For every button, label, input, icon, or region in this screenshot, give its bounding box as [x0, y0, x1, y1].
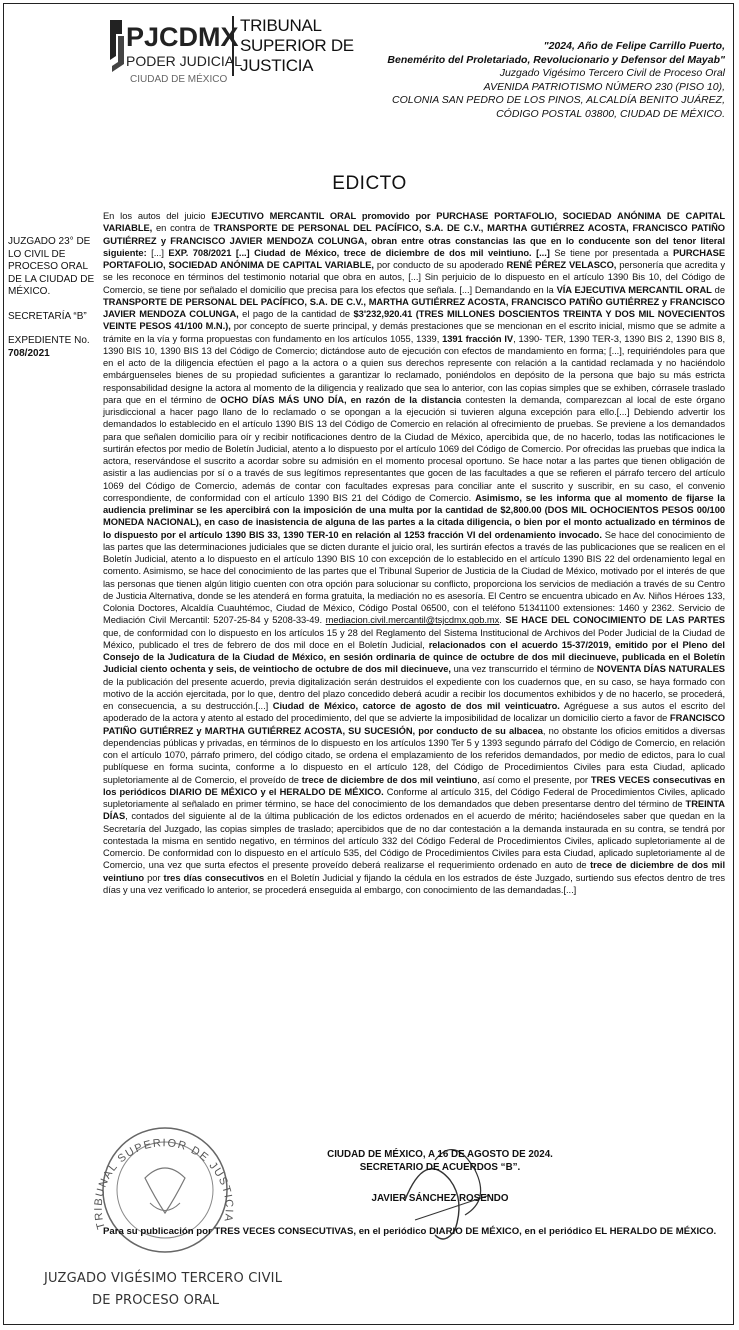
logo-line2: CIUDAD DE MÉXICO: [130, 74, 228, 85]
court-header-block: "2024, Año de Felipe Carrillo Puerto, Benemérito del Proletariado, Revolucionario y Defensor del Mayab" Juzgado Vigésimo Tercero Civil de Proceso Oral AVENIDA PATRIOTISMO NÚMERO 230 (PISO 10), COLONIA SAN PEDRO DE LOS PINOS, ALCALDÍA BENITO JUÁREZ, CÓDIGO POSTAL 03800, CIUDAD DE MÉXICO.: [387, 40, 725, 120]
expediente: EXPEDIENTE No. 708/2021: [8, 335, 90, 359]
page-title: EDICTO: [332, 173, 407, 194]
signature-role: SECRETARIO DE ACUERDOS “B”.: [359, 1162, 521, 1173]
court-stamp: JUZGADO VIGÉSIMO TERCERO CIVIL DE PROCESO ORAL: [44, 1271, 283, 1308]
signature-block: [290, 1148, 590, 1205]
signature-name: JAVIER SÁNCHEZ ROSENDO: [371, 1193, 509, 1204]
pjcdmx-logo: [108, 16, 242, 92]
svg-text:TRIBUNAL SUPERIOR DE JUSTICIA: TRIBUNAL SUPERIOR DE JUSTICIA: [92, 1137, 235, 1231]
logo-line1: PODER JUDICIAL: [126, 53, 242, 69]
edict-body: En los autos del juicio EJECUTIVO MERCANTIL ORAL promovido por PURCHASE PORTAFOLIO, SOCIEDAD ANÓNIMA DE CAPITAL VARIABLE, en contra de TRANSPORTE DE PERSONAL DEL PACÍFICO, S.A. DE C.V., MARTHA GUTIÉRREZ ACOSTA, FRANCISCO PATIÑO GUTIÉRREZ y FRANCISCO JAVIER MENDOZA COLUNGA, obran entre otras constancias las que en lo conducente son del tenor literal siguiente: [...] EXP. 708/2021 [...] Ciudad de México, trece de diciembre de dos mil veintiuno. [...] Se tiene por presentada a PURCHASE PORTAFOLIO, SOCIEDAD ANÓNIMA DE CAPITAL VARIABLE, por conducto de su apoderado RENÉ PÉREZ VELASCO, personería que acredita y se les reconoce en términos del testimonio notarial que obra en autos, [...] Sin perjuicio de lo dispuesto en el artículo 1390 Bis 10, del Código de Comercio, se tiene por señalado el domicilio que precisa para los efectos que señala. [...] Demandando en la VÍA EJECUTIVA MERCANTIL ORAL de TRANSPORTE DE PERSONAL DEL PACÍFICO, S.A. DE C.V., MARTHA GUTIÉRREZ ACOSTA, FRANCISCO PATIÑO GUTIÉRREZ y FRANCISCO JAVIER MENDOZA COLUNGA, el pago de la cantidad de $3'232,920.41 (TRES MILLONES DOSCIENTOS TREINTA Y DOS MIL NOVECIENTOS VEINTE PESOS 41/100 M.N.), por concepto de suerte principal, y demás prestaciones que se mencionan en el escrito inicial, mismo que se admite a trámite en la vía y forma propuestas con fundamento en los artículos 1055, 1339, 1391 fracción IV, 1390- TER, 1390 TER-3, 1390 BIS 2, 1390 BIS 8, 1390 BIS 10, 1390 BIS 13 del Código de Comercio; dictándose auto de ejecución con efectos de mandamiento en forma; [...], requiriéndoles para que en el acto de la diligencia efectúen el pago a la actora o a quien sus derechos represente con relación a la cantidad reclamada y no haciéndolo embárguenseles bienes de su propiedad suficientes a garantizar lo reclamado, poniéndolos en depósito de la persona que bajo su más estricta responsabilidad designe la actora al momento de la diligencia y realizado que sea lo anterior, con las copias simples que se exhiben, córrasele traslado para que en el término de OCHO DÍAS MÁS UNO DÍA, en razón de la distancia contesten la demanda, comparezcan al local de este órgano jurisdiccional a hacer pago llano de lo reclamado o se opongan a la ejecución si tuvieren alguna excepción para ello.[...] Debiendo advertir los demandados lo establecido en el artículo 1390 BIS 13 del Código de Comercio en relación al ofrecimiento de pruebas. Se previene a los demandados para que señalen domicilio para oír y recibir notificaciones dentro de la Ciudad de México, apercibida que, de no hacerlo, todas las notificaciones le surtirán efectos por medio de Boletín Judicial, atento a lo dispuesto por el artículo 1069 del Código de Comercio. Por ofrecidas las pruebas que indica la actora, reservándose el suscrito a acordar sobre su admisión en el momento procesal oportuno. Se hace notar a las partes que tienen obligación de asistir a las audiencias por sí o a través de sus legítimos representantes que gocen de las facultades a que se refieren el párrafo tercero del artículo 1069 del Código de Comercio, además de contar con facultades expresas para conciliar ante el suscrito y suscribir, en su caso, el convenio correspondiente, de conformidad con el artículo 1390 BIS 21 del Código de Comercio. Asimismo, se les informa que al momento de fijarse la audiencia preliminar se les apercibirá con la imposición de una multa por la cantidad de $2,800.00 (DOS MIL OCHOCIENTOS PESOS 00/100 MONEDA NACIONAL), en caso de inasistencia de alguna de las partes a la citada diligencia, o bien por el monto actualizado en términos de lo dispuesto por el artículo 1390 BIS 33, 1390 TER-10 en relación al 1253 fracción VI del ordenamiento invocado. Se hace del conocimiento de las partes que las determinaciones judiciales que se dicten durante el juicio oral, les surtirán efectos a través de las publicaciones que se realicen en el Boletín Judicial, atento a lo dispuesto en el artículo 1390 BIS 10 con excepción de lo establecido en el artículo 1390 BIS 22 del ordenamiento legal en comento. Asimismo, se hace del conocimiento de las partes que el Tribunal Superior de Justicia de la Ciudad de México, motivado por el interés de que las personas que tienen algún litigio cuenten con otra opción para solucionar su conflicto, proporciona los servicios de mediación a través de su Centro de Justicia Alternativa, donde se les atenderá en forma gratuita, la mediación no es asesoría. El Centro se encuentra ubicado en Av. Niños Héroes 133, Colonia Doctores, Alcaldía Cuauhtémoc, Ciudad de México, Código Postal 06500, con el teléfono 51341100 extensiones: 1460 y 2362. Servicio de Mediación Civil Mercantil: 5207-25-84 y 5208-33-49. mediacion.civil.mercantil@tsjcdmx.gob.mx. SE HACE DEL CONOCIMIENTO DE LAS PARTES que, de conformidad con lo dispuesto en los artículos 15 y 28 del Reglamento del Sistema Institucional de Archivos del Poder Judicial de la Ciudad de México, publicado el tres de febrero de dos mil doce en el Boletín Judicial, relacionados con el acuerdo 15-37/2019, emitido por el Pleno del Consejo de la Judicatura de la Ciudad de México, en sesión ordinaria de quince de octubre de dos mil diecinueve, publicada en el Boletín Judicial ciento ochenta y seis, de veintiocho de octubre de dos mil diecinueve, una vez transcurrido el término de NOVENTA DÍAS NATURALES de la publicación del presente acuerdo, previa digitalización serán destruidos el expediente con los cuadernos que, en su caso, se haya formado con motivo de la acción ejercitada, por lo que, dentro del plazo concedido deberá acudir a recibir los documentos exhibidos y de no hacerlo, se procederá, en consecuencia, a su destrucción.[...] Ciudad de México, catorce de agosto de dos mil veinticuatro. Agréguese a sus autos el escrito del apoderado de la actora y atento al estado del procedimiento, del que se advierte la imposibilidad de localizar un domicilio cierto a favor de FRANCISCO PATIÑO GUTIÉRREZ y MARTHA GUTIÉRREZ ACOSTA, SU SUCESIÓN, por conducto de su albacea, no obstante los oficios emitidos a diversas dependencias públicas y privadas, en términos de lo dispuesto en los artículos 1390 Ter 5 y 1393 segundo párrafo del Código de Comercio, en relación con el artículo 1070, párrafo primero, del código citado, se ordena el emplazamiento de los referidos demandados, por medio de edictos, para lo cual publíquese en forma sucinta, conforme a lo dispuesto en el artículo 128, del Código de Procedimientos Civiles para esta Ciudad, aplicado supletoriamente al de Comercio, el proveído de trece de diciembre de dos mil veintiuno, así como el presente, por TRES VECES consecutivas en los periódicos DIARIO DE MÉXICO y el HERALDO DE MÉXICO. Conforme al artículo 315, del Código Federal de Procedimientos Civiles, aplicado supletoriamente al señalado en primer término, se hace del conocimiento de los demandados que deben presentarse dentro del término de TREINTA DÍAS, contados del siguiente al de la última publicación de los edictos ordenados en el acuerdo de mérito; haciéndoseles saber que quedan en la Secretaría del Juzgado, las copias simples de traslado; apercibidos que de no dar contestación a la demanda instaurada en su contra, se tendrá por contestada la misma en sentido negativo, en términos del artículo 332 del Código Federal de Procedimientos Civiles, aplicado supletoriamente al de Comercio. De conformidad con lo dispuesto en el artículo 535, del Código de Procedimientos Civiles para esta Ciudad, aplicado supletoriamente al de Comercio, una vez que surta efectos el presente proveído deberá realizarse el requerimiento ordenado en auto de trece de diciembre de dos mil veintiuno por tres días consecutivos en el Boletín Judicial y fijando la cédula en los estrados de éste Juzgado, surtiendo sus efectos dentro de tres días y una vez verificado lo anterior, se procederá enseguida al embargo, con conocimiento de las demandadas.[...]: [103, 211, 726, 895]
publication-note: Para su publicación por TRES VECES CONSECUTIVAS, en el periódico DIARIO DE MÉXICO, en el periódico EL HERALDO DE MÉXICO.: [103, 1226, 717, 1237]
signature-place-date: CIUDAD DE MÉXICO, A 16 DE AGOSTO DE 2024.: [327, 1149, 553, 1160]
court-name: JUZGADO 23° DE LO CIVIL DE PROCESO ORAL DE LA CIUDAD DE MÉXICO.: [8, 236, 95, 297]
sidebar-case-info: [8, 236, 100, 372]
logo-text: PJCDMX: [126, 22, 239, 52]
tribunal-title: TRIBUNAL SUPERIOR DE JUSTICIA: [232, 16, 354, 76]
secretaria: SECRETARÍA “B”: [8, 310, 87, 322]
